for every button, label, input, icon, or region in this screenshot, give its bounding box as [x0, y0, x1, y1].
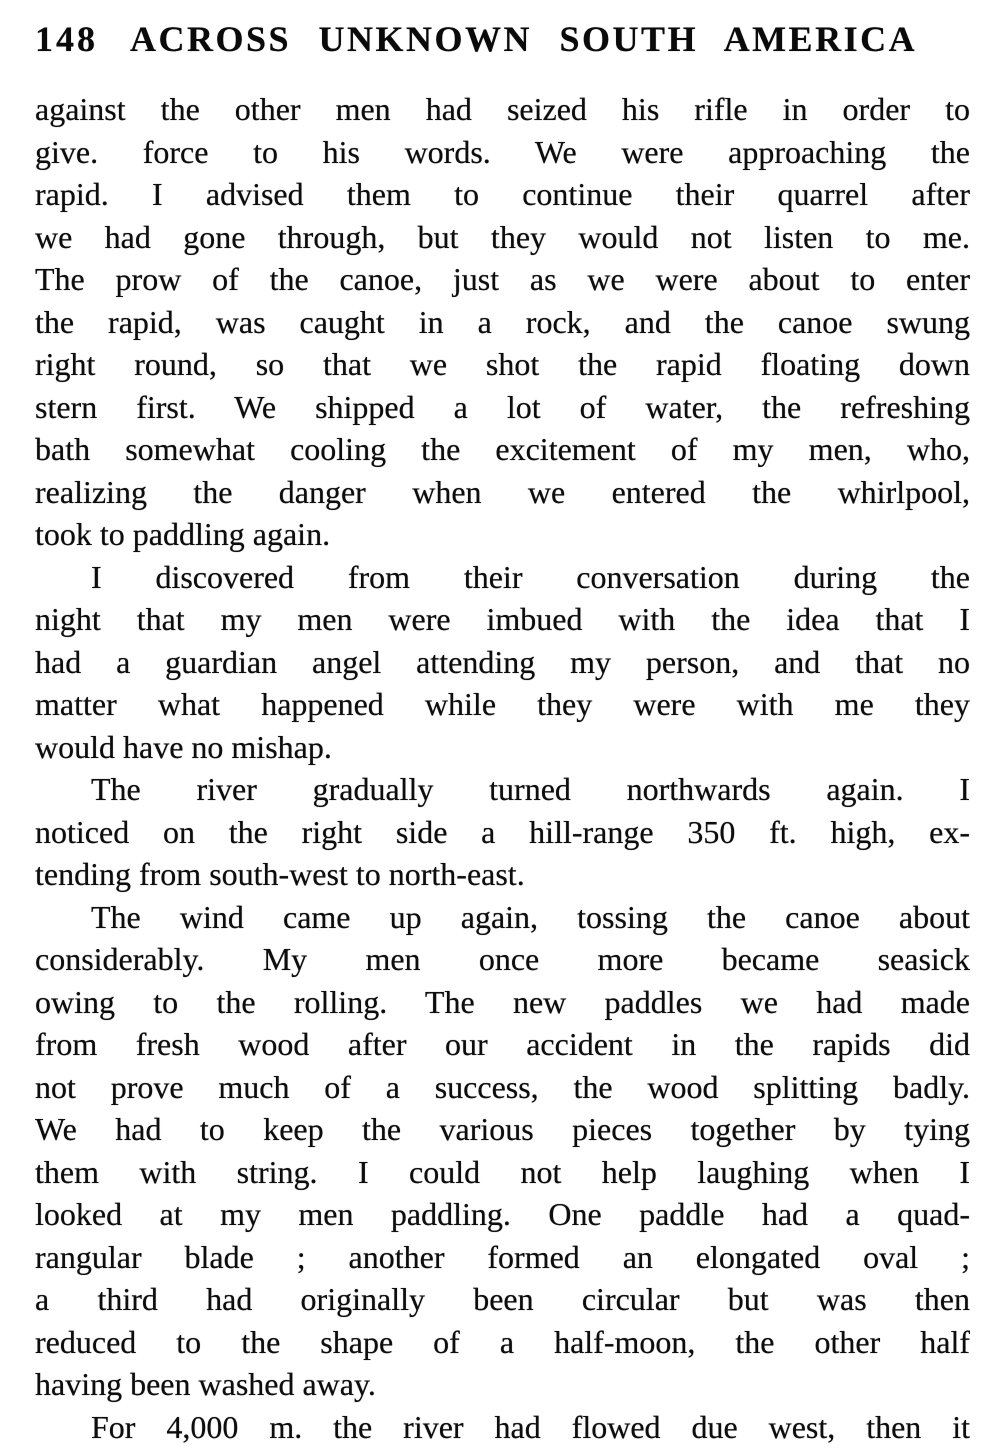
text-line: The prow of the canoe, just as we were about to enter: [35, 261, 970, 297]
page-body: [35, 88, 970, 1448]
text-line: reduced to the shape of a half-moon, the other half: [35, 1323, 970, 1360]
text-line: from fresh wood after our accident in the rapids did: [35, 1026, 970, 1062]
page-header: [35, 18, 970, 60]
text-line: took to paddling again.: [35, 516, 331, 552]
text-line: For 4,000 m. the river had flowed due west, then it: [91, 1408, 970, 1445]
text-line: looked at my men paddling. One paddle had a quad-: [35, 1196, 970, 1232]
running-title: ACROSS UNKNOWN SOUTH AMERICA: [130, 19, 918, 59]
text-line: bath somewhat cooling the excitement of my men, who,: [35, 431, 970, 467]
text-line: would have no mishap.: [35, 728, 332, 765]
text-line: them with string. I could not help laughing when I: [35, 1153, 970, 1190]
text-line: rapid. I advised them to continue their quarrel after: [35, 176, 970, 212]
text-line: The wind came up again, tossing the canoe about: [91, 898, 970, 935]
text-line: night that my men were imbued with the idea that I: [35, 601, 970, 637]
text-line: against the other men had seized his rifle in order to: [35, 91, 970, 127]
text-line: owing to the rolling. The new paddles we had made: [35, 983, 970, 1020]
page-number: 148: [35, 19, 98, 59]
text-line: The river gradually turned northwards again. I: [91, 771, 970, 807]
text-line: had a guardian angel attending my person, and that no: [35, 643, 970, 680]
text-line: the rapid, was caught in a rock, and the canoe swung: [35, 303, 970, 340]
text-line: a third had originally been circular but was then: [35, 1281, 970, 1317]
text-line: we had gone through, but they would not listen to me.: [35, 218, 970, 255]
text-line: stern first. We shipped a lot of water, the refreshing: [35, 388, 970, 425]
text-line: We had to keep the various pieces together by tying: [35, 1111, 970, 1147]
text-line: not prove much of a success, the wood splitting badly.: [35, 1068, 970, 1105]
text-line: noticed on the right side a hill-range 350 ft. high, ex-: [35, 813, 970, 850]
text-line: tending from south-west to north-east.: [35, 856, 525, 892]
text-line: rangular blade ; another formed an elongated oval ;: [35, 1238, 970, 1275]
text-line: having been washed away.: [35, 1366, 376, 1402]
text-line: right round, so that we shot the rapid floating down: [35, 346, 970, 382]
text-line: I discovered from their conversation during the: [91, 558, 970, 595]
text-line: matter what happened while they were with me they: [35, 686, 970, 722]
text-line: considerably. My men once more became seasick: [35, 941, 970, 977]
text-line: give. force to his words. We were approaching the: [35, 133, 970, 170]
text-line: realizing the danger when we entered the whirlpool,: [35, 473, 970, 510]
